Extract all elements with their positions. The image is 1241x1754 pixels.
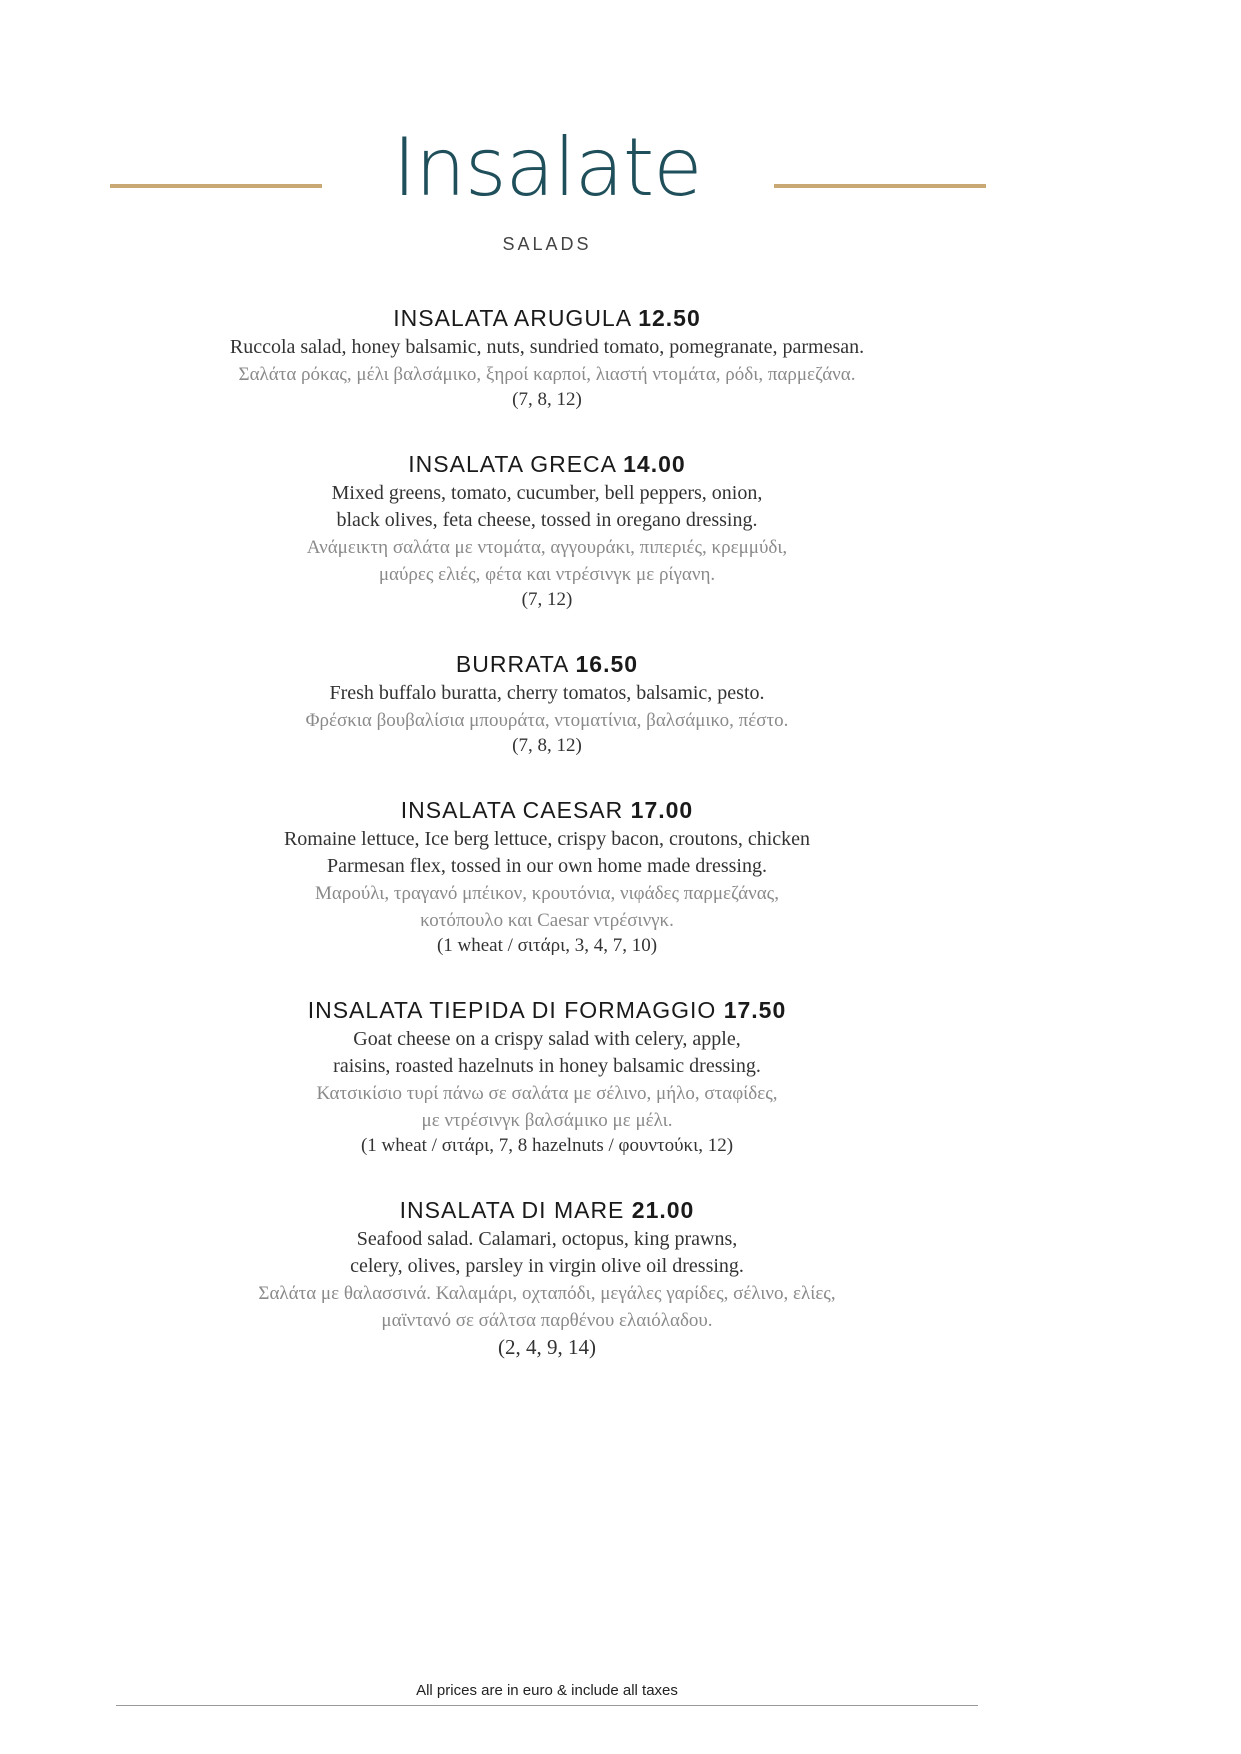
description-greek: μαύρες ελιές, φέτα και ντρέσινγκ με ρίγανη.	[378, 564, 716, 585]
menu-item	[0, 996, 1094, 1158]
menu-item-heading	[0, 450, 1094, 478]
description-greek: μαϊντανό σε σάλτσα παρθένου ελαιόλαδου.	[381, 1310, 713, 1331]
menu-item-price: 17.00	[630, 797, 694, 823]
menu-item-heading	[0, 796, 1094, 824]
menu-item-name: BURRATA	[455, 651, 569, 677]
description-greek: Μαρούλι, τραγανό μπέικον, κρουτόνια, νιφάδες παρμεζάνας,	[315, 883, 779, 904]
description-english: Goat cheese on a crispy salad with celery, apple,	[353, 1028, 741, 1050]
description-greek: κοτόπουλο και Caesar ντρέσινγκ.	[420, 910, 674, 931]
menu-item-heading	[0, 1196, 1094, 1224]
menu-item-name: INSALATA DI MARE	[399, 1197, 625, 1223]
description-english: Seafood salad. Calamari, octopus, king prawns,	[356, 1228, 738, 1250]
description-english: Ruccola salad, honey balsamic, nuts, sundried tomato, pomegranate, parmesan.	[229, 336, 865, 358]
description-greek: Ανάμεικτη σαλάτα με ντομάτα, αγγουράκι, πιπεριές, κρεμμύδι,	[306, 537, 788, 558]
description-greek: Σαλάτα ρόκας, μέλι βαλσάμικο, ξηροί καρποί, λιαστή ντομάτα, ρόδι, παρμεζάνα.	[238, 364, 856, 385]
allergens: (1 wheat / σιτάρι, 3, 4, 7, 10)	[436, 935, 658, 956]
menu-item-price: 16.50	[575, 651, 639, 677]
footer-note: All prices are in euro & include all taxes	[416, 1682, 678, 1699]
allergens: (7, 8, 12)	[512, 389, 582, 410]
menu-item-price: 14.00	[623, 451, 686, 477]
menu-item-heading	[0, 996, 1094, 1024]
description-greek: Κατσικίσιο τυρί πάνω σε σαλάτα με σέλινο, μήλο, σταφίδες,	[316, 1083, 778, 1104]
menu-list	[0, 304, 1094, 1399]
description-english: raisins, roasted hazelnuts in honey balsamic dressing.	[333, 1055, 761, 1077]
description-greek: Σαλάτα με θαλασσινά. Καλαμάρι, οχταπόδι, μεγάλες γαρίδες, σέλινο, ελίες,	[258, 1283, 836, 1304]
description-english: celery, olives, parsley in virgin olive oil dressing.	[350, 1255, 744, 1277]
allergens: (7, 12)	[521, 589, 573, 610]
menu-item	[0, 450, 1094, 612]
menu-item	[0, 650, 1094, 758]
menu-item-price: 17.50	[723, 997, 787, 1023]
menu-item-name: INSALATA ARUGULA	[393, 305, 631, 331]
menu-item	[0, 304, 1094, 412]
menu-item	[0, 796, 1094, 958]
menu-item-price: 21.00	[631, 1197, 695, 1223]
menu-item-name: INSALATA GRECA	[408, 451, 616, 477]
allergens: (1 wheat / σιτάρι, 7, 8 hazelnuts / φουντούκι, 12)	[360, 1135, 734, 1156]
menu-item-name: INSALATA TIEPIDA DI FORMAGGIO	[307, 997, 717, 1023]
description-english: Parmesan flex, tossed in our own home made dressing.	[327, 855, 767, 877]
description-greek: Φρέσκια βουβαλίσια μπουράτα, ντοματίνια, βαλσάμικο, πέστο.	[305, 710, 789, 731]
page-subtitle: SALADS	[502, 234, 592, 254]
menu-item-heading	[0, 304, 1094, 332]
description-english: black olives, feta cheese, tossed in oregano dressing.	[336, 509, 758, 531]
page-title: Insalate	[392, 121, 702, 214]
description-english: Mixed greens, tomato, cucumber, bell peppers, onion,	[331, 482, 763, 504]
description-english: Romaine lettuce, Ice berg lettuce, crispy bacon, croutons, chicken	[283, 828, 811, 850]
allergens: (2, 4, 9, 14)	[498, 1335, 596, 1359]
footer-divider	[116, 1705, 978, 1706]
allergens: (7, 8, 12)	[512, 735, 582, 756]
menu-item-name: INSALATA CAESAR	[400, 797, 624, 823]
menu-item-price: 12.50	[638, 305, 701, 331]
menu-item-heading	[0, 650, 1094, 678]
description-greek: με ντρέσινγκ βαλσάμικο με μέλι.	[421, 1110, 673, 1131]
menu-item	[0, 1196, 1094, 1361]
description-english: Fresh buffalo buratta, cherry tomatos, balsamic, pesto.	[329, 682, 765, 704]
